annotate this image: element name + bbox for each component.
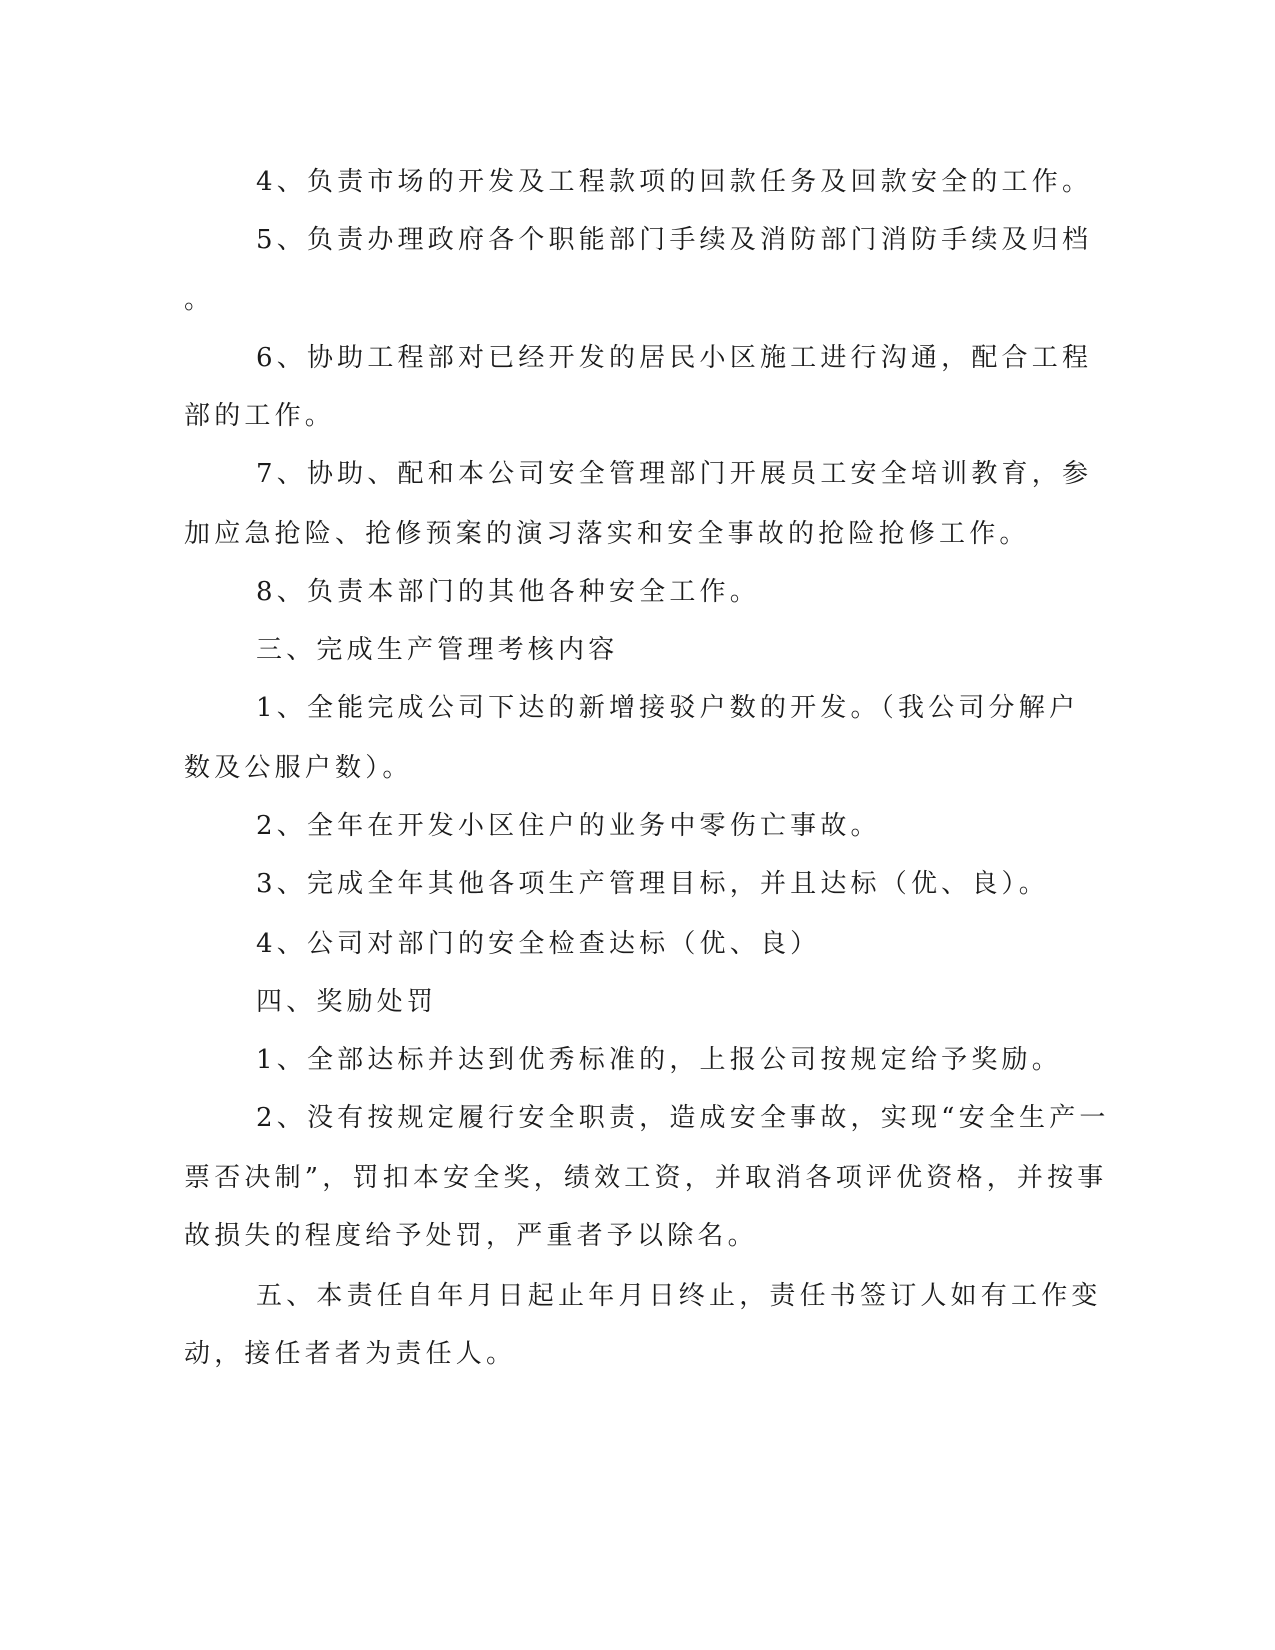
paragraph-line-item-5-end: 。: [184, 285, 215, 315]
paragraph-line-item-7: 7、协助、配和本公司安全管理部门开展员工安全培训教育，参: [256, 459, 1093, 489]
section-heading-3: 三、完成生产管理考核内容: [256, 635, 619, 665]
paragraph-line-item-6: 6、协助工程部对已经开发的居民小区施工进行沟通，配合工程: [256, 343, 1093, 373]
paragraph-line-sec4-item-2: 2、没有按规定履行安全职责，造成安全事故，实现“安全生产一: [256, 1103, 1110, 1133]
paragraph-line-sec4-item-2-cont2: 故损失的程度给予处罚，严重者予以除名。: [184, 1221, 758, 1251]
paragraph-line-sec5-cont: 动，接任者者为责任人。: [184, 1339, 517, 1369]
paragraph-line-sec4-item-1: 1、全部达标并达到优秀标准的，上报公司按规定给予奖励。: [256, 1045, 1062, 1075]
section-heading-5: 五、本责任自年月日起止年月日终止，责任书签订人如有工作变: [256, 1281, 1102, 1311]
paragraph-line-sec3-item-1: 1、全能完成公司下达的新增接驳户数的开发。（我公司分解户: [256, 693, 1080, 723]
paragraph-line-item-4: 4、负责市场的开发及工程款项的回款任务及回款安全的工作。: [256, 167, 1093, 197]
paragraph-line-sec3-item-2: 2、全年在开发小区住户的业务中零伤亡事故。: [256, 811, 881, 841]
paragraph-line-item-8: 8、负责本部门的其他各种安全工作。: [256, 577, 760, 607]
paragraph-line-sec4-item-2-cont: 票否决制”，罚扣本安全奖，绩效工资，并取消各项评优资格，并按事: [184, 1163, 1108, 1193]
paragraph-line-item-5: 5、负责办理政府各个职能部门手续及消防部门消防手续及归档: [256, 225, 1093, 255]
section-heading-4: 四、奖励处罚: [256, 987, 438, 1017]
paragraph-line-sec3-item-3: 3、完成全年其他各项生产管理目标，并且达标（优、良）。: [256, 869, 1049, 899]
paragraph-line-sec3-item-4: 4、公司对部门的安全检查达标（优、良）: [256, 929, 821, 959]
paragraph-line-item-6-cont: 部的工作。: [184, 401, 336, 431]
paragraph-line-item-7-cont: 加应急抢险、抢修预案的演习落实和安全事故的抢险抢修工作。: [184, 519, 1030, 549]
paragraph-line-sec3-item-1-cont: 数及公服户数）。: [184, 753, 413, 783]
